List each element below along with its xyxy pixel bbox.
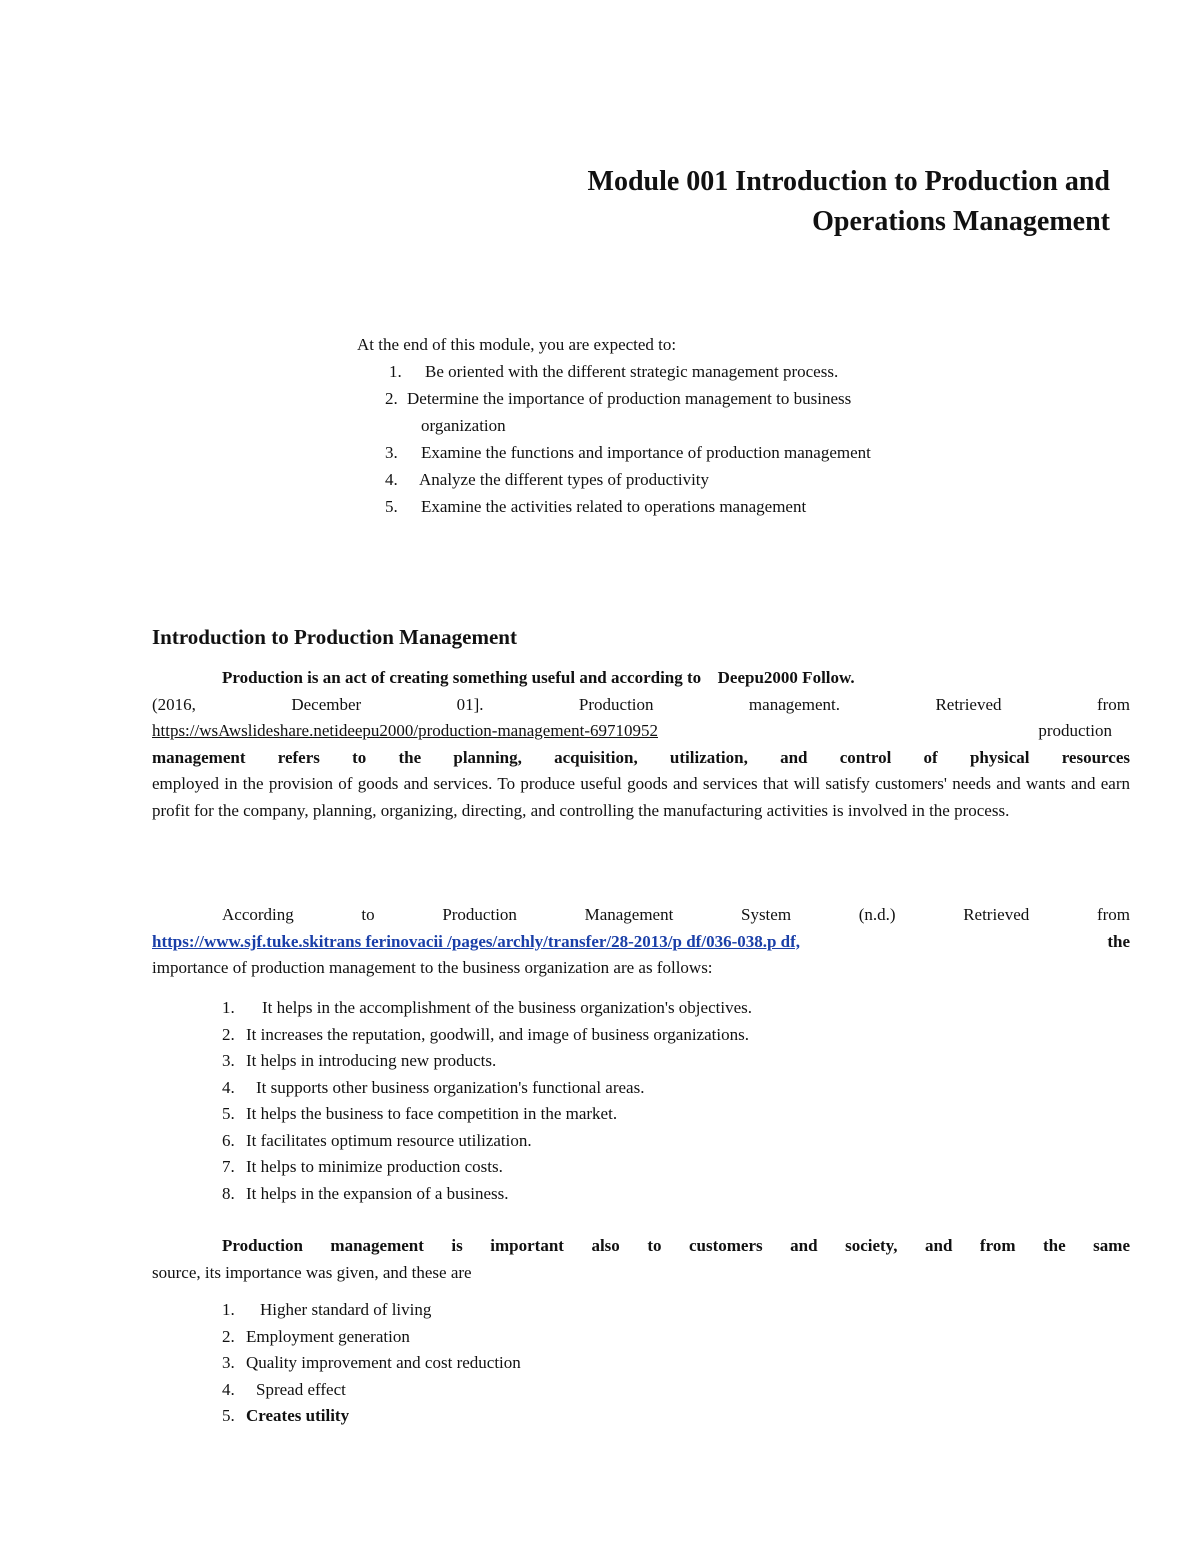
section-heading: Introduction to Production Management xyxy=(152,625,517,649)
according-line xyxy=(152,902,1130,929)
list-text: Employment generation xyxy=(246,1326,410,1346)
intro-author: Deepu2000 Follow. xyxy=(717,668,855,687)
list-item xyxy=(222,1101,752,1128)
link-trailing-word: the xyxy=(1107,931,1130,951)
intro-first-line xyxy=(152,665,1130,692)
list-text: It increases the reputation, goodwill, and image of business organizations. xyxy=(246,1024,749,1044)
society-rest: source, its importance was given, and these are xyxy=(152,1262,472,1282)
list-text: organization xyxy=(421,416,506,435)
para-word: Retrieved xyxy=(963,905,1030,924)
list-number: 4. xyxy=(222,1077,235,1097)
list-number: 8. xyxy=(222,1183,235,1203)
link-line-2 xyxy=(152,929,1130,956)
list-item xyxy=(357,358,871,385)
cite-word: 01]. xyxy=(456,694,484,714)
list-text: Be oriented with the different strategic management process. xyxy=(425,362,839,381)
list-item xyxy=(357,412,871,439)
list-item xyxy=(222,1048,752,1075)
list-text: It helps the business to face competition in the market. xyxy=(246,1104,618,1123)
society-list xyxy=(222,1297,521,1430)
list-number: 1. xyxy=(389,362,402,381)
list-text: Creates utility xyxy=(246,1406,350,1425)
objectives-block xyxy=(357,331,871,520)
para-word: to xyxy=(361,905,375,924)
list-number: 3. xyxy=(385,443,398,462)
title-line-2: Operations Management xyxy=(812,206,1110,237)
list-text: Examine the activities related to operations management xyxy=(421,497,807,516)
list-number: 5. xyxy=(222,1104,235,1123)
sjf-link[interactable]: https://www.sjf.tuke.skitrans ferinovacii /pages/archly/transfer/28-2013/p df/036-038.p df, xyxy=(152,931,801,951)
para-word: from xyxy=(1096,905,1130,924)
importance-list xyxy=(222,995,752,1207)
society-paragraph xyxy=(152,1233,1130,1286)
cite-word: Retrieved xyxy=(935,694,1002,714)
para-word: Production xyxy=(442,905,517,924)
list-item xyxy=(222,1297,521,1324)
list-number: 5. xyxy=(222,1406,235,1425)
list-text: It helps in the expansion of a business. xyxy=(246,1183,509,1203)
list-number: 4. xyxy=(222,1379,235,1399)
objectives-list xyxy=(357,358,871,520)
society-bold: Production management is important also to customers and society, and from the same xyxy=(222,1236,1130,1255)
list-item xyxy=(222,1022,752,1049)
link-line xyxy=(152,718,1130,745)
list-item xyxy=(222,1377,521,1404)
list-text: It supports other business organization's functional areas. xyxy=(256,1077,645,1097)
list-text: Determine the importance of production management to business xyxy=(407,389,852,408)
importance-lead: importance of production management to the business organization are as follows: xyxy=(152,958,713,977)
para-word: (n.d.) xyxy=(858,905,896,924)
para-word: Management xyxy=(584,905,674,924)
list-number: 1. xyxy=(222,1300,235,1319)
citation-line xyxy=(152,692,1130,719)
list-item xyxy=(222,1128,752,1155)
intro-bold-text: Production is an act of creating something useful and according to xyxy=(222,668,702,687)
list-text: Spread effect xyxy=(256,1379,346,1399)
list-number: 6. xyxy=(222,1130,235,1150)
list-number: 5. xyxy=(385,497,398,516)
importance-paragraph xyxy=(152,902,1130,982)
list-text: Quality improvement and cost reduction xyxy=(246,1353,521,1372)
list-item xyxy=(357,466,871,493)
list-item xyxy=(222,1350,521,1377)
list-item xyxy=(222,1181,752,1208)
list-item xyxy=(357,493,871,520)
list-text: It helps to minimize production costs. xyxy=(246,1157,503,1176)
page-title xyxy=(588,162,1110,242)
intro-rest: employed in the provision of goods and services. To produce useful goods and services that will satisfy customers' needs and wants and earn profit for the company, planning, organizing, directing, and controlling the manufacturing activities is involved in the process. xyxy=(152,774,1130,820)
list-number: 4. xyxy=(385,470,398,489)
title-line-1: Module 001 Introduction to Production and xyxy=(587,166,1110,197)
slideshare-link[interactable]: https://wsAwslideshare.netideepu2000/production-management-69710952 xyxy=(152,721,658,740)
list-text: It helps in introducing new products. xyxy=(246,1051,497,1070)
objectives-lead: At the end of this module, you are expected to: xyxy=(357,335,677,354)
list-number: 1. xyxy=(222,998,235,1017)
list-number: 2. xyxy=(385,389,398,408)
list-text: It facilitates optimum resource utilization. xyxy=(246,1130,532,1150)
para-word: According xyxy=(222,905,294,924)
list-number: 2. xyxy=(222,1326,235,1346)
list-number: 7. xyxy=(222,1157,235,1176)
link-trailing-word: production xyxy=(1038,721,1112,740)
list-item xyxy=(222,1324,521,1351)
cite-word: management. xyxy=(748,694,841,714)
list-text: Examine the functions and importance of production management xyxy=(421,443,871,462)
intro-paragraph xyxy=(152,665,1130,824)
cite-word: from xyxy=(1096,694,1130,714)
cite-word: Production xyxy=(578,694,654,714)
list-item xyxy=(222,1403,521,1430)
list-item xyxy=(222,1075,752,1102)
list-item xyxy=(222,1154,752,1181)
cite-word: December xyxy=(291,694,362,714)
list-item xyxy=(222,995,752,1022)
para-word: System xyxy=(740,905,792,924)
list-item xyxy=(357,385,871,412)
list-number: 3. xyxy=(222,1353,235,1372)
list-text: It helps in the accomplishment of the business organization's objectives. xyxy=(262,998,752,1017)
list-text: Analyze the different types of productivity xyxy=(419,470,710,489)
definition-line: management refers to the planning, acquisition, utilization, and control of physical resources xyxy=(152,747,1130,767)
cite-word: (2016, xyxy=(152,694,196,714)
list-text: Higher standard of living xyxy=(260,1300,432,1319)
list-number: 3. xyxy=(222,1051,235,1070)
list-item xyxy=(357,439,871,466)
list-number: 2. xyxy=(222,1024,235,1044)
